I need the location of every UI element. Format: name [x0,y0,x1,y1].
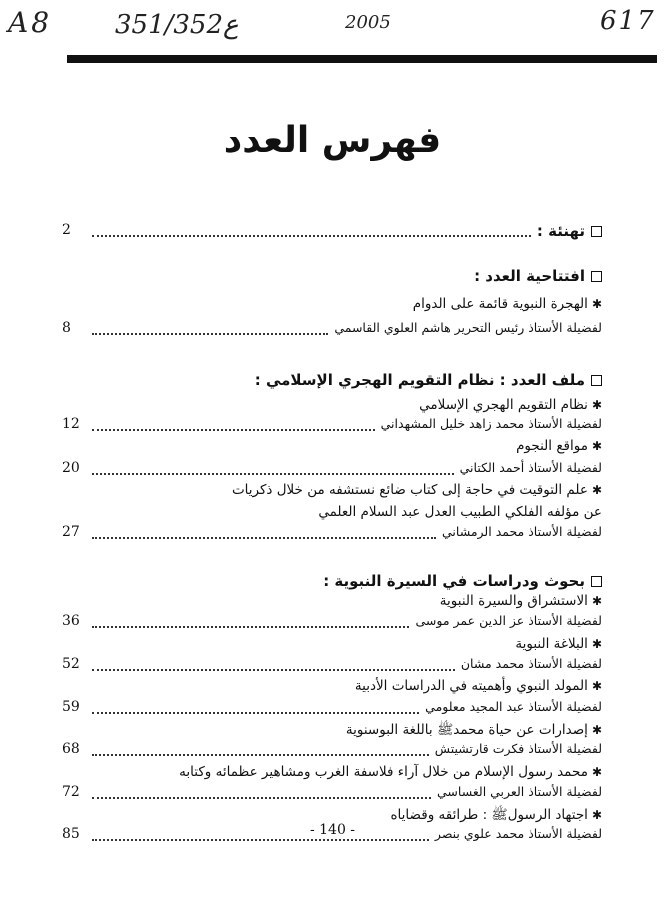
dot-leader [92,704,419,714]
toc-author [62,656,602,678]
toc-entry-text: مواقع النجوم [516,438,588,454]
dot-leader [92,465,454,475]
toc-entry-text: الاستشراق والسيرة النبوية [439,593,588,609]
toc-entry-text: الهجرة النبوية قائمة على الدوام [412,296,588,312]
toc-entry-text: لفضيلة الأستاذ محمد مشان [460,656,602,671]
toc-section [62,371,602,393]
toc-entry-text: المولد النبوي وأهميته في الدراسات الأدبية [354,678,588,694]
toc-section [62,222,602,244]
toc-entry-text: لفضيلة الأستاذ محمد زاهد خليل المشهداني [380,416,602,431]
toc-entry-text: لفضيلة الأستاذ عبد المجيد معلومي [425,699,602,714]
handwritten-archive-code: A8 [8,6,53,39]
toc-entry-text: تهنئة : [536,222,585,240]
toc-article [62,636,602,658]
toc-entry-text: بحوث ودراسات في السيرة النبوية : [323,572,585,590]
dot-leader [92,529,436,539]
checkbox-square-icon [591,576,602,587]
toc-author [62,613,602,635]
toc-article [62,482,602,504]
dot-leader [92,421,375,431]
dot-leader [92,325,328,335]
toc-article [62,721,602,743]
toc-continuation [62,504,602,526]
toc-entry-text: لفضيلة الأستاذ العربي الغساسي [437,784,602,799]
toc-article [62,678,602,700]
toc-author [62,741,602,763]
checkbox-square-icon [591,271,602,282]
toc-page-number: 20 [62,460,80,476]
toc-author [62,416,602,438]
handwritten-reference-number: 617 [600,6,656,36]
toc-page-number: 8 [62,320,71,336]
toc-entry-text: لفضيلة الأستاذ رئيس التحرير هاشم العلوي القاسمي [334,320,602,335]
toc-entry-text: اجتهاد الرسولﷺ : طرائقه وقضاياه [390,807,588,823]
checkbox-square-icon [591,375,602,386]
toc-author [62,320,602,342]
dot-leader [92,661,455,671]
handwritten-issue-numbers: 351/352ع [115,10,239,40]
asterisk-bullet-icon: ✱ [591,297,602,311]
toc-page-number: 52 [62,656,80,672]
toc-page-number: 2 [62,222,71,238]
toc-entry-text: لفضيلة الأستاذ فكرت قارتشيتش [434,741,602,756]
asterisk-bullet-icon: ✱ [591,679,602,693]
toc-page-number: 36 [62,613,80,629]
toc-entry-text: لفضيلة الأستاذ محمد علوي بنصر [434,826,602,841]
toc-page-number: 85 [62,826,80,842]
asterisk-bullet-icon: ✱ [591,723,602,737]
toc-article [62,296,602,318]
toc-page-number: 27 [62,524,80,540]
toc-author [62,460,602,482]
toc-page-number: 12 [62,416,80,432]
toc-author [62,784,602,806]
asterisk-bullet-icon: ✱ [591,439,602,453]
asterisk-bullet-icon: ✱ [591,765,602,779]
toc-author [62,524,602,546]
dot-leader [92,789,431,799]
asterisk-bullet-icon: ✱ [591,808,602,822]
toc-entry-text: علم التوقيت في حاجة إلى كتاب ضائع نستشفه من خلال ذكريات [231,482,588,498]
toc-article [62,764,602,786]
toc-page-number: 68 [62,741,80,757]
top-black-rule [67,55,657,63]
toc-page-number: 72 [62,784,80,800]
toc-entry-text: عن مؤلفه الفلكي الطبيب العدل عبد السلام العلمي [318,504,602,520]
toc-entry-text: محمد رسول الإسلام من خلال آراء فلاسفة الغرب ومشاهير عظمائه وكتابه [179,764,588,780]
page-number: - 140 - [309,822,356,838]
asterisk-bullet-icon: ✱ [591,637,602,651]
handwritten-year: 2005 [345,12,391,33]
asterisk-bullet-icon: ✱ [591,594,602,608]
toc-article [62,593,602,615]
toc-entry-text: افتتاحية العدد : [474,267,585,285]
toc-entry-text: لفضيلة الأستاذ أحمد الكتاني [459,460,602,475]
toc-entry-text: إصدارات عن حياة محمدﷺ باللغة البوسنوية [345,722,588,738]
dot-leader [92,227,531,237]
toc-entry-text: ملف العدد : نظام التقويم الهجري الإسلامي : [254,371,585,389]
page-title: فهرس العدد [223,120,442,161]
toc-article [62,438,602,460]
toc-entry-text: نظام التقويم الهجري الإسلامي [419,397,588,413]
toc-entry-text: لفضيلة الأستاذ عز الدين عمر موسى [415,613,602,628]
dot-leader [92,618,409,628]
dot-leader [92,746,429,756]
checkbox-square-icon [591,226,602,237]
toc-author [62,699,602,721]
toc-section [62,267,602,289]
asterisk-bullet-icon: ✱ [591,398,602,412]
toc-entry-text: البلاغة النبوية [515,636,588,652]
toc-entry-text: لفضيلة الأستاذ محمد الرمشاني [441,524,602,539]
toc-section [62,572,602,594]
asterisk-bullet-icon: ✱ [591,483,602,497]
toc-page-number: 59 [62,699,80,715]
